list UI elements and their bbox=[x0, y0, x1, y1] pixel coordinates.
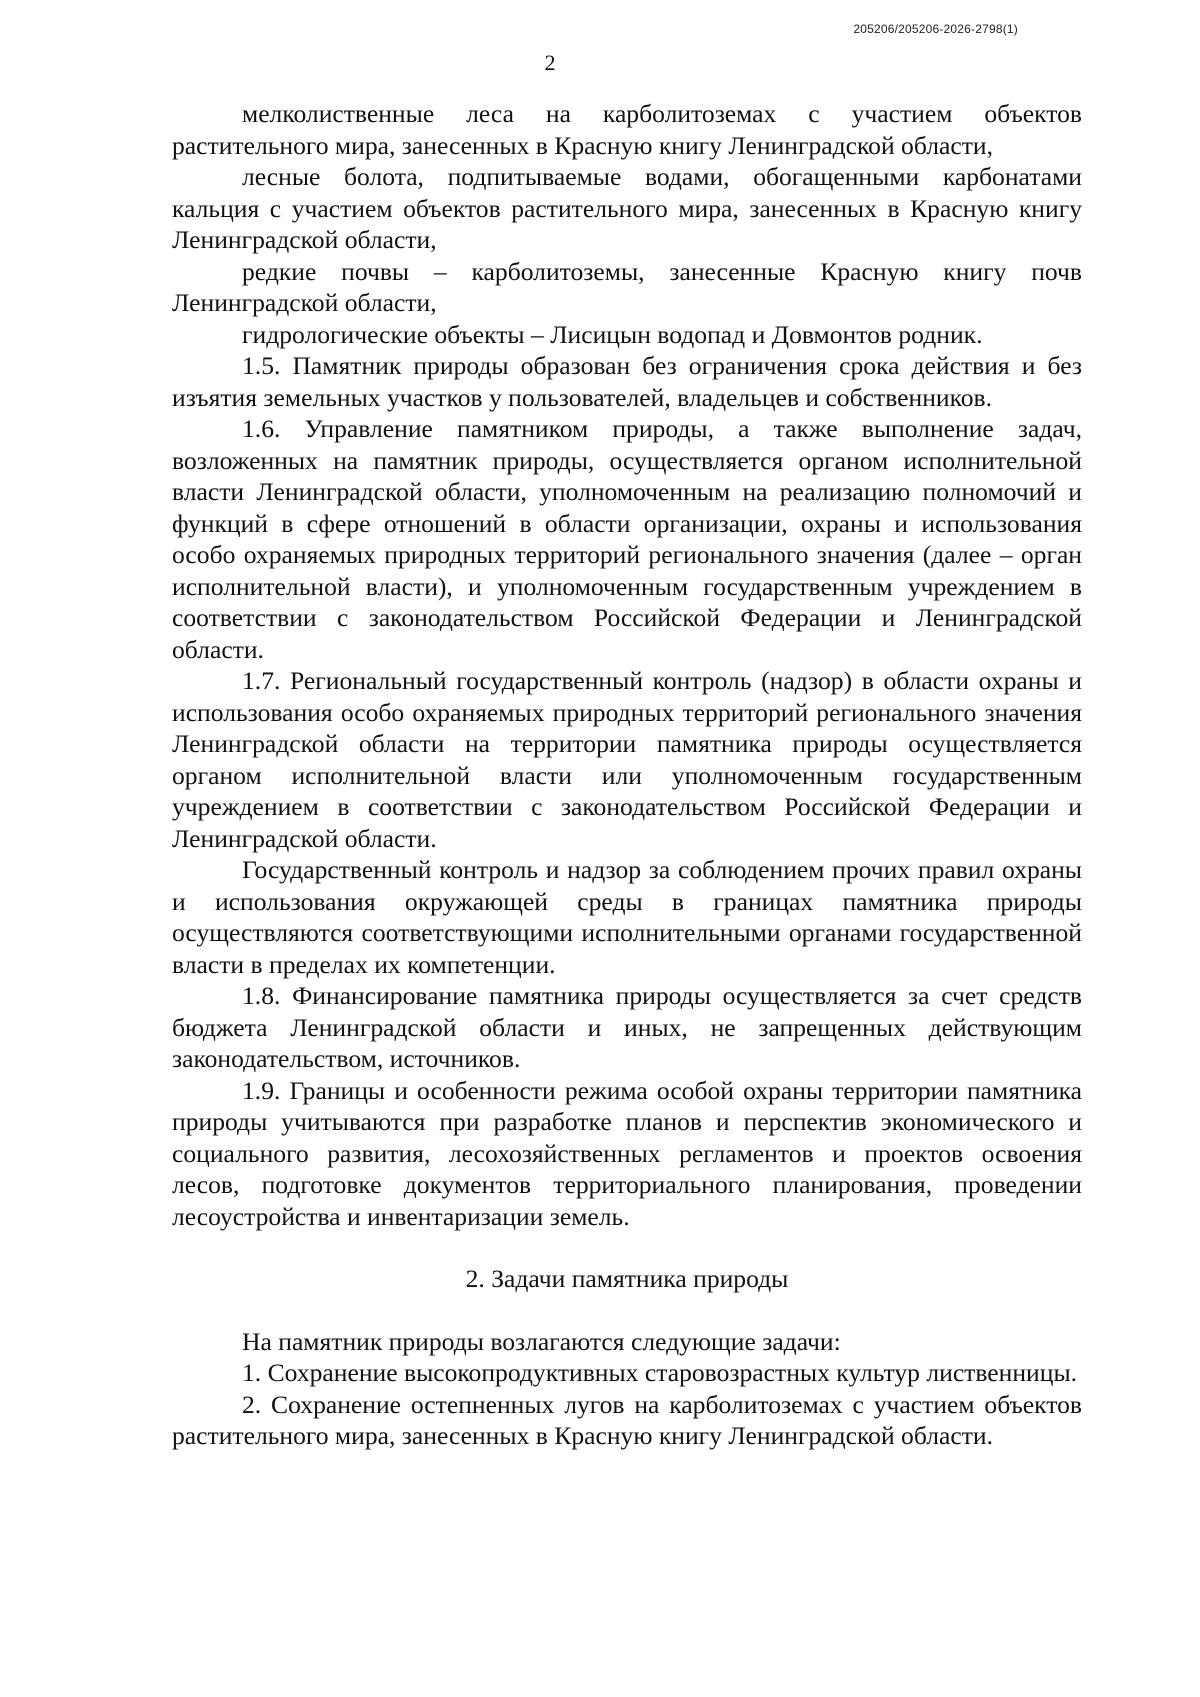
paragraph-hydrological-objects: гидрологические объекты – Лисицын водопад и Довмонтов родник. bbox=[242, 319, 983, 349]
paragraph-rare-soils: редкие почвы – карболитоземы, занесенные Красную книгу почв Ленинградской области, bbox=[172, 256, 1082, 317]
paragraph-task-1: 1. Сохранение высокопродуктивных старовозрастных культур лиственницы. bbox=[242, 1358, 1078, 1387]
page-number: 2 bbox=[544, 50, 556, 75]
paragraph-1-5: 1.5. Памятник природы образован без ограничения срока действия и без изъятия земельных участков у пользователей, владельцев и собственников. bbox=[172, 351, 1082, 412]
paragraph-task-2: 2. Сохранение остепненных лугов на карболитоземах с участием объектов растительного мира, занесенных в Красную книгу Ленинградской области. bbox=[172, 1389, 1082, 1450]
document-id: 205206/205206-2026-2798(1) bbox=[853, 22, 1018, 36]
paragraph-1-8: 1.8. Финансирование памятника природы осуществляется за счет средств бюджета Ленинградской области и иных, не запрещенных действующим законодательством, источников. bbox=[172, 981, 1082, 1073]
paragraph-1-6: 1.6. Управление памятником природы, а также выполнение задач, возложенных на памятник природы, осуществляется органом исполнительной власти Ленинградской области, уполномоченным на реализацию полномочий и функций в сфере отношений в области организации, охраны и использования особо охраняемых природных территорий регионального значения (далее – орган исполнительной власти), и уполномоченным государственным учреждением в соответствии с законодательством Российской Федерации и Ленинградской области. bbox=[172, 414, 1082, 664]
paragraph-forest-swamps: лесные болота, подпитываемые водами, обогащенными карбонатами кальция с участием объектов растительного мира, занесенных в Красную книгу Ленинградской области, bbox=[172, 162, 1082, 254]
paragraph-tasks-intro: На памятник природы возлагаются следующие задачи: bbox=[242, 1326, 841, 1356]
section-title: 2. Задачи памятника природы bbox=[465, 1264, 789, 1293]
paragraph-1-7: 1.7. Региональный государственный контроль (надзор) в области охраны и использования особо охраняемых природных территорий регионального значения Ленинградской области на территории памятника природы осуществляется органом исполнительной власти или уполномоченным государственным учреждением в соответствии с законодательством Российской Федерации и Ленинградской области. bbox=[172, 666, 1082, 853]
paragraph-state-control: Государственный контроль и надзор за соблюдением прочих правил охраны и использования окружающей среды в границах памятника природы осуществляются соответствующими исполнительными органами государственной власти в пределах их компетенции. bbox=[172, 855, 1082, 979]
document-body bbox=[172, 98, 1082, 1452]
paragraph-continuation: мелколиственные леса на карболитоземах с участием объектов растительного мира, занесенных в Красную книгу Ленинградской области, bbox=[172, 99, 1082, 160]
paragraph-1-9: 1.9. Границы и особенности режима особой охраны территории памятника природы учитываются при разработке планов и перспектив экономического и социального развития, лесохозяйственных регламентов и проектов освоения лесов, подготовке документов территориального планирования, проведении лесоустройства и инвентаризации земель. bbox=[172, 1075, 1082, 1231]
